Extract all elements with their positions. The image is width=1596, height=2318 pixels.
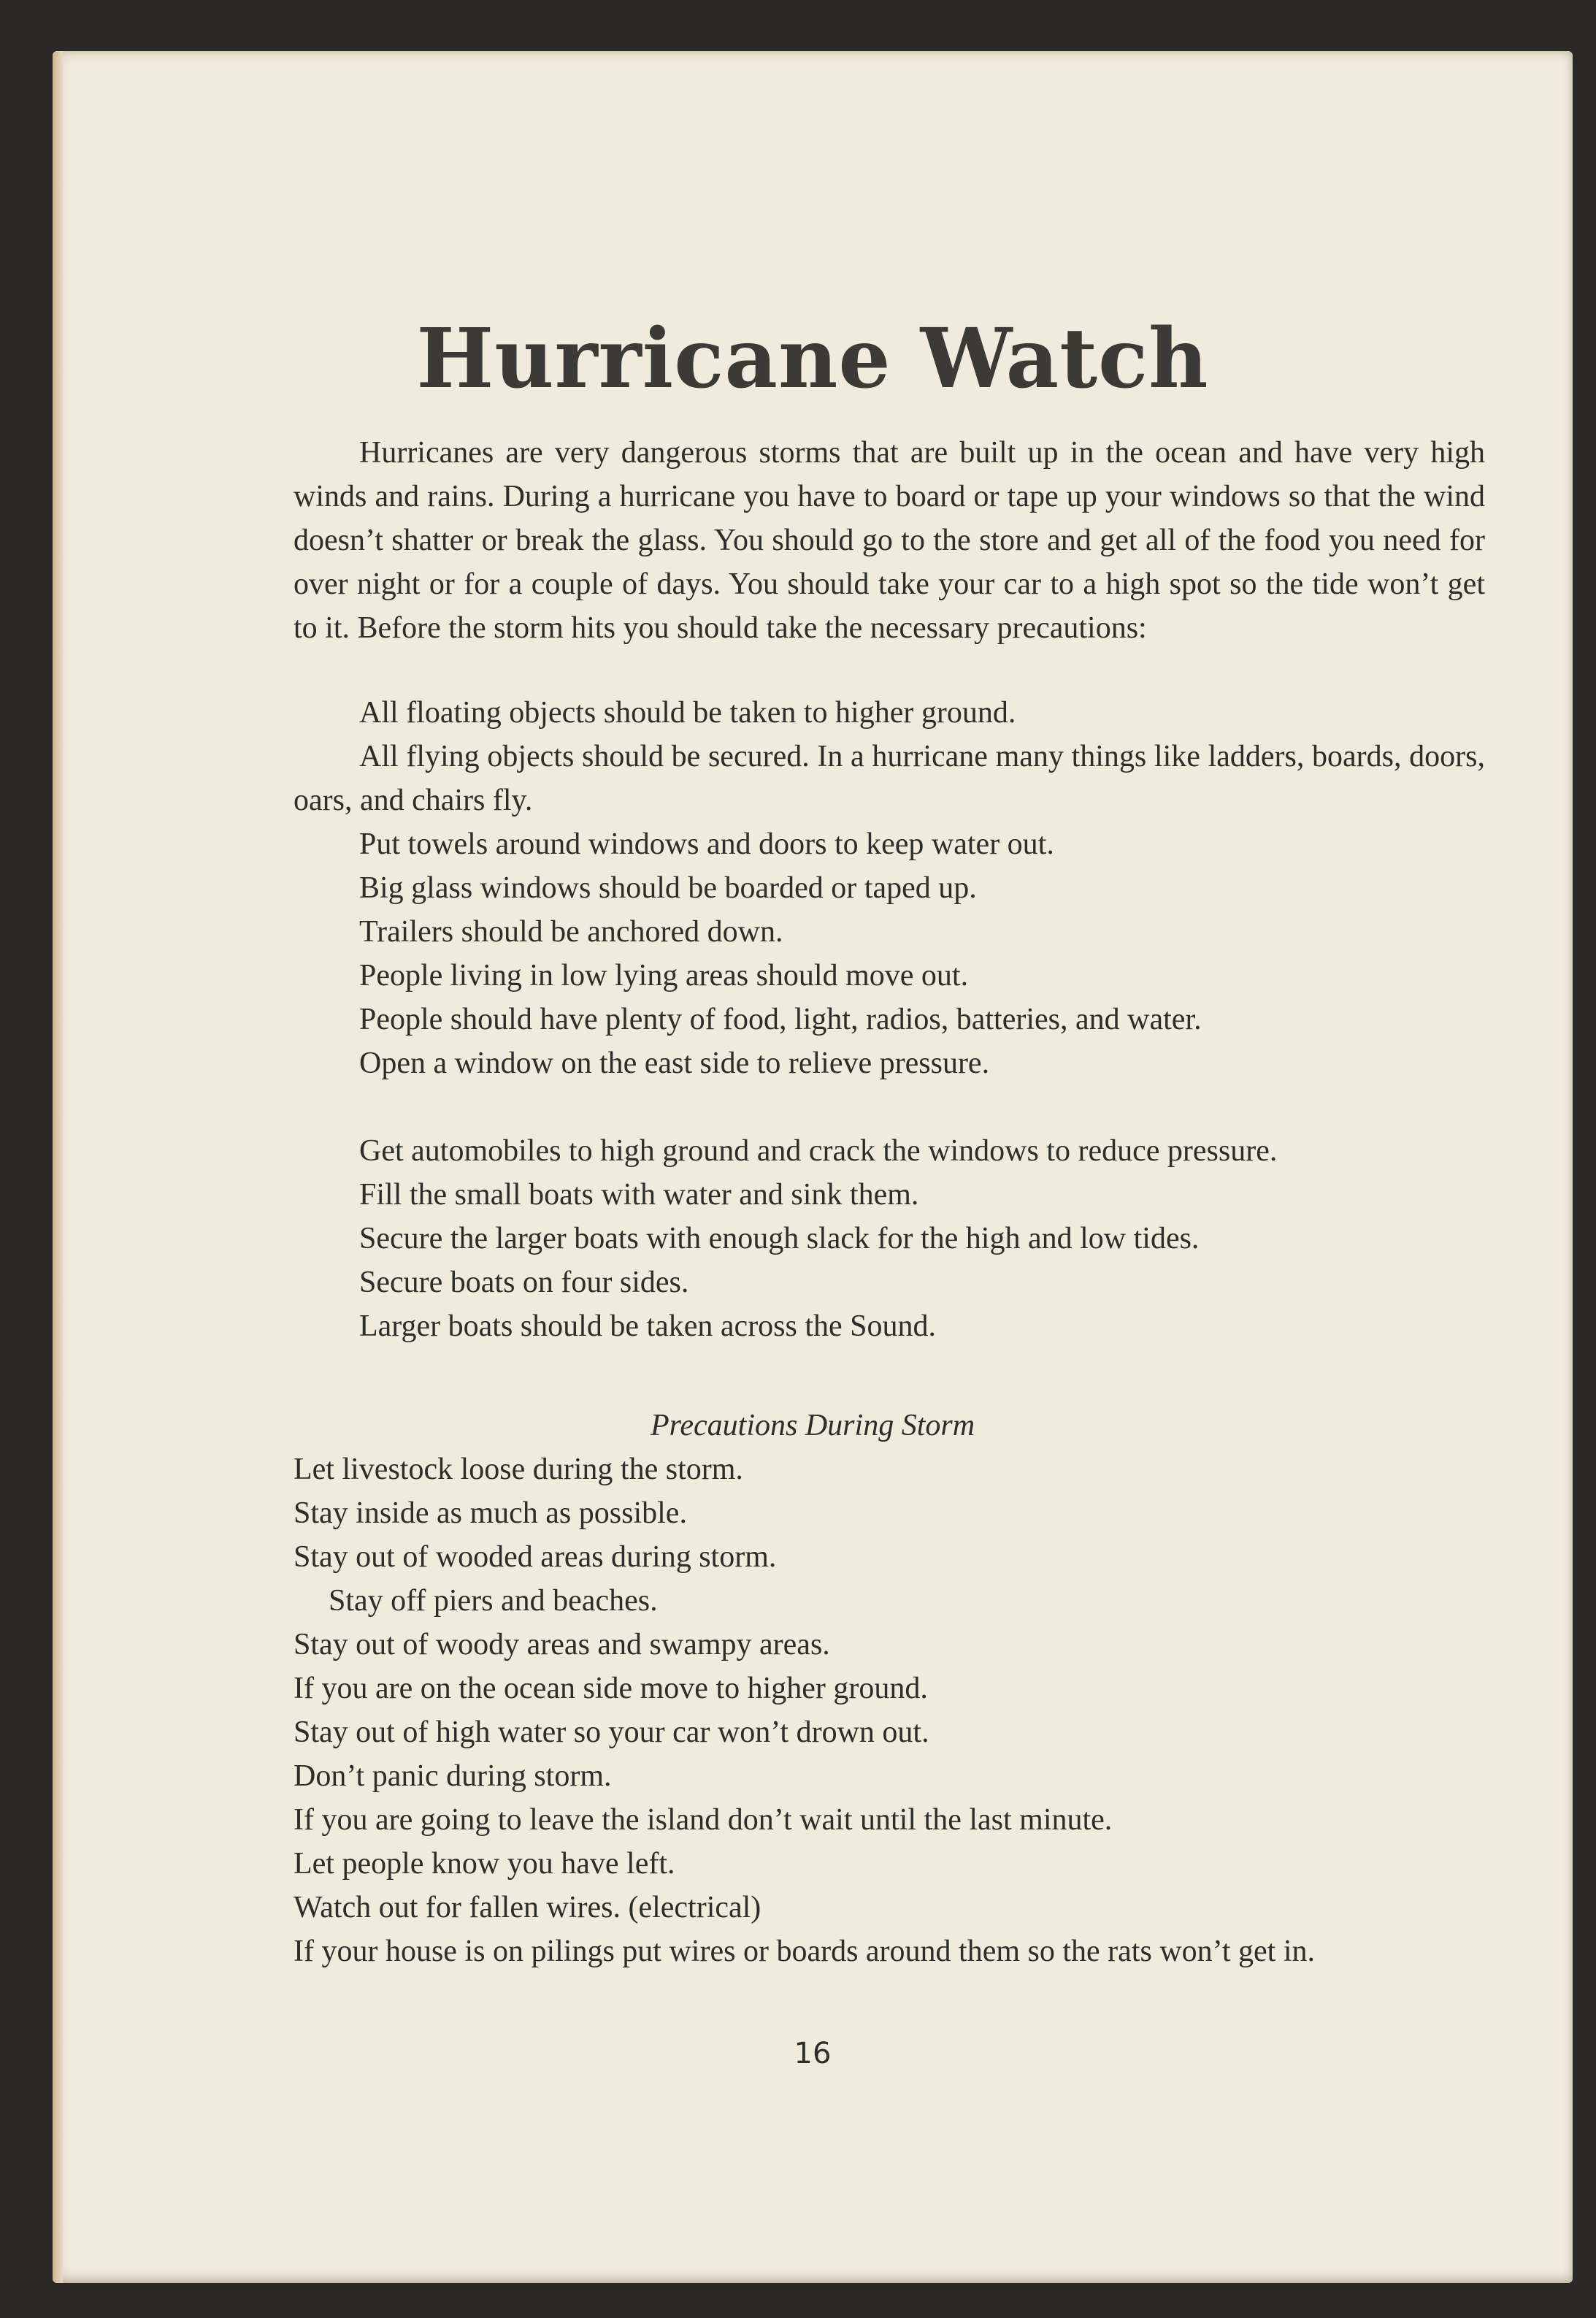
list-item: Get automobiles to high ground and crack the windows to reduce pressure. <box>359 1134 1278 1168</box>
intro-paragraph: Hurricanes are very dangerous storms that are built up in the ocean and have very high winds and rains. During a hurricane you have to board or tape up your windows so that the wind doesn’t shatter or break the glass. You should go to the store and get all of the food you need for over night or for a couple of days. You should take your car to a high spot so the tide won’t get to it. Before the storm hits you should take the necessary precautions: <box>294 436 1485 645</box>
list-item: Don’t panic during storm. <box>294 1759 612 1793</box>
list-item: Trailers should be anchored down. <box>359 915 783 949</box>
precautions-list-b <box>359 822 1202 1085</box>
list-item: Open a window on the east side to relieve pressure. <box>359 1047 990 1080</box>
list-item: If you are going to leave the island don’t wait until the last minute. <box>294 1803 1113 1837</box>
list-item: Watch out for fallen wires. (electrical) <box>294 1891 761 1924</box>
list-item: Fill the small boats with water and sink them. <box>359 1178 919 1212</box>
list-item: Secure boats on four sides. <box>359 1266 689 1299</box>
list-item: Stay off piers and beaches. <box>329 1584 658 1618</box>
list-item: All floating objects should be taken to higher ground. <box>359 696 1016 730</box>
list-item: If you are on the ocean side move to higher ground. <box>294 1672 928 1705</box>
list-item: People should have plenty of food, light, radios, batteries, and water. <box>359 1003 1202 1036</box>
list-item: Big glass windows should be boarded or taped up. <box>359 871 977 905</box>
list-item: Larger boats should be taken across the Sound. <box>359 1309 937 1343</box>
list-item: If your house is on pilings put wires or boards around them so the rats won’t get in. <box>294 1935 1316 1968</box>
list-item: Secure the larger boats with enough slack for the high and low tides. <box>359 1222 1200 1255</box>
list-item: Stay out of high water so your car won’t drown out. <box>294 1715 929 1749</box>
page-title: Hurricane Watch <box>416 311 1209 407</box>
list-item: Stay out of wooded areas during storm. <box>294 1540 777 1574</box>
list-item: Stay out of woody areas and swampy areas. <box>294 1628 830 1661</box>
list-item: Let people know you have left. <box>294 1847 675 1881</box>
storm-section-heading: Precautions During Storm <box>650 1409 975 1442</box>
flying-objects-paragraph: All flying objects should be secured. In a hurricane many things like ladders, boards, doors, oars, and chairs fly. <box>294 740 1485 817</box>
storm-precautions-list <box>294 1447 1485 1973</box>
list-item: Let livestock loose during the storm. <box>294 1453 743 1486</box>
list-item: Put towels around windows and doors to keep water out. <box>359 827 1054 861</box>
page-number: 16 <box>794 2037 832 2070</box>
precautions-list-a <box>359 691 1016 735</box>
list-item: People living in low lying areas should move out. <box>359 959 969 992</box>
book-page <box>53 51 1573 2283</box>
precautions-list-c <box>359 1129 1277 1348</box>
list-item: Stay inside as much as possible. <box>294 1496 687 1530</box>
